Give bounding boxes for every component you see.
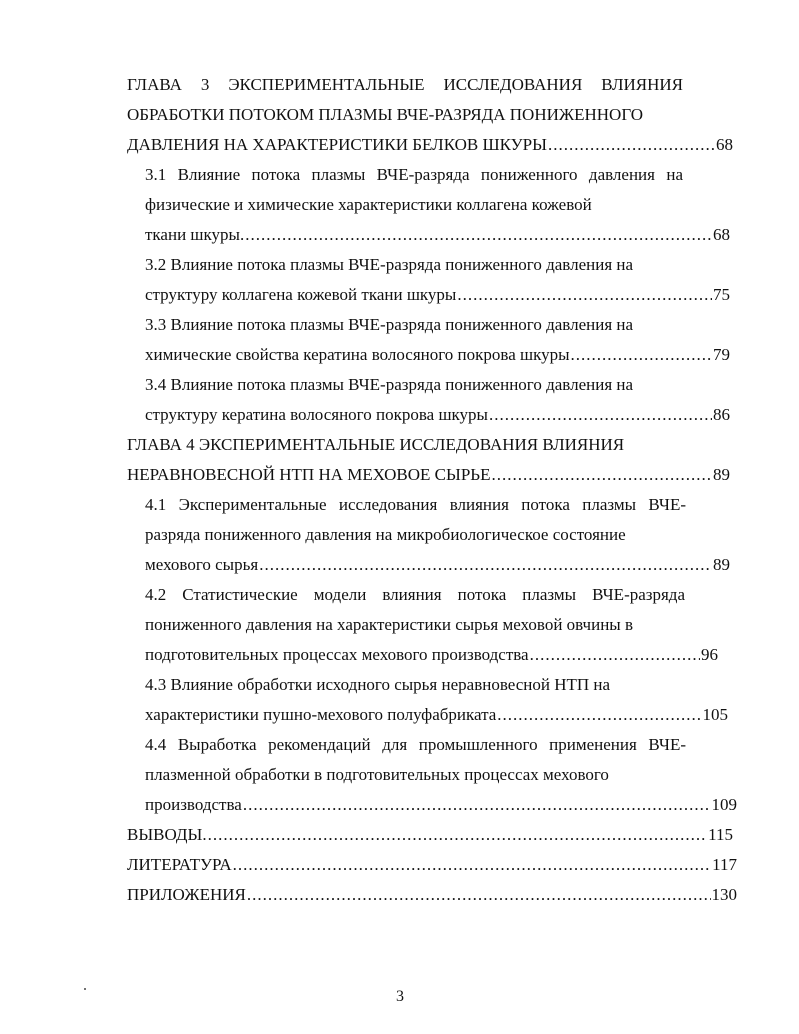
s4-2-line3: подготовительных процессах мехового производства bbox=[145, 645, 529, 664]
s3-4-line1: 3.4 Влияние потока плазмы ВЧЕ-разряда пониженного давления на bbox=[145, 375, 634, 394]
s3-3-line2: химические свойства кератина волосяного покрова шкуры bbox=[145, 345, 570, 364]
scan-speck bbox=[84, 988, 86, 990]
appendices-label: ПРИЛОЖЕНИЯ bbox=[127, 885, 246, 904]
s4-1-line1: 4.1 Экспериментальные исследования влияния потока плазмы ВЧЕ- bbox=[145, 495, 686, 514]
s3-2-line1: 3.2 Влияние потока плазмы ВЧЕ-разряда пониженного давления на bbox=[145, 255, 634, 274]
s3-2-line2: структуру коллагена кожевой ткани шкуры bbox=[145, 285, 457, 304]
conclusions-label: ВЫВОДЫ. bbox=[127, 825, 207, 844]
s4-4-page: 109 bbox=[711, 795, 737, 814]
dot-leader bbox=[259, 554, 712, 576]
s4-3-line2: характеристики пушно-мехового полуфабриката bbox=[145, 705, 497, 724]
dot-leader bbox=[233, 854, 712, 876]
toc-entry-chapter4[interactable] bbox=[127, 464, 730, 486]
toc-entry-chapter3[interactable] bbox=[127, 134, 733, 156]
s4-1-line3: мехового сырья bbox=[145, 555, 259, 574]
s4-1-line2: разряда пониженного давления на микробиологическое состояние bbox=[145, 525, 626, 544]
s3-1-page: 68 bbox=[713, 225, 730, 244]
dot-leader bbox=[491, 464, 712, 486]
s3-4-line2: структуру кератина волосяного покрова шкуры bbox=[145, 405, 488, 424]
s3-3-page: 79 bbox=[713, 345, 730, 364]
toc-entry-appendices[interactable] bbox=[127, 884, 737, 906]
s4-2-page: 96 bbox=[701, 645, 718, 664]
s4-4-line1: 4.4 Выработка рекомендаций для промышленного применения ВЧЕ- bbox=[145, 735, 686, 754]
chapter3-title-line2: ОБРАБОТКИ ПОТОКОМ ПЛАЗМЫ ВЧЕ-РАЗРЯДА ПОНИЖЕННОГО bbox=[127, 105, 644, 124]
appendices-page: 130 bbox=[711, 885, 737, 904]
s4-1-page: 89 bbox=[713, 555, 730, 574]
chapter4-page: 89 bbox=[713, 465, 730, 484]
toc-entry-4-1[interactable] bbox=[145, 554, 730, 576]
chapter4-title-line2: НЕРАВНОВЕСНОЙ НТП НА МЕХОВОЕ СЫРЬЕ bbox=[127, 465, 491, 484]
literature-label: ЛИТЕРАТУРА bbox=[127, 855, 232, 874]
toc-entry-3-4[interactable] bbox=[145, 404, 730, 426]
s3-1-line1: 3.1 Влияние потока плазмы ВЧЕ-разряда пониженного давления на bbox=[145, 165, 683, 184]
toc-entry-literature[interactable] bbox=[127, 854, 737, 876]
dot-leader bbox=[489, 404, 712, 426]
toc-entry-4-3[interactable] bbox=[145, 704, 728, 726]
chapter3-page: 68 bbox=[716, 135, 733, 154]
dot-leader bbox=[497, 704, 701, 726]
chapter4-title-line1: ГЛАВА 4 ЭКСПЕРИМЕНТАЛЬНЫЕ ИССЛЕДОВАНИЯ ВЛИЯНИЯ bbox=[127, 435, 625, 454]
dot-leader bbox=[208, 824, 708, 846]
dot-leader bbox=[243, 794, 711, 816]
dot-leader bbox=[548, 134, 715, 156]
toc-entry-3-1[interactable] bbox=[145, 224, 730, 246]
toc-entry-4-4[interactable] bbox=[145, 794, 737, 816]
chapter3-title-line1: ГЛАВА 3 ЭКСПЕРИМЕНТАЛЬНЫЕ ИССЛЕДОВАНИЯ ВЛИЯНИЯ bbox=[127, 75, 683, 94]
s4-3-line1: 4.3 Влияние обработки исходного сырья неравновесной НТП на bbox=[145, 675, 611, 694]
s4-2-line1: 4.2 Статистические модели влияния потока плазмы ВЧЕ-разряда bbox=[145, 585, 685, 604]
toc-entry-conclusions[interactable] bbox=[127, 824, 733, 846]
chapter3-title-line3: ДАВЛЕНИЯ НА ХАРАКТЕРИСТИКИ БЕЛКОВ ШКУРЫ bbox=[127, 135, 547, 154]
s4-3-page: 105 bbox=[702, 705, 728, 724]
s4-4-line3: производства bbox=[145, 795, 242, 814]
s3-4-page: 86 bbox=[713, 405, 730, 424]
s3-1-line2: физические и химические характеристики коллагена кожевой bbox=[145, 195, 592, 214]
conclusions-page: 115 bbox=[708, 825, 733, 844]
s3-2-page: 75 bbox=[713, 285, 730, 304]
dot-leader bbox=[457, 284, 712, 306]
s3-3-line1: 3.3 Влияние потока плазмы ВЧЕ-разряда пониженного давления на bbox=[145, 315, 634, 334]
s3-1-line3: ткани шкуры. bbox=[145, 225, 245, 244]
literature-page: 117 bbox=[712, 855, 737, 874]
toc-entry-4-2[interactable] bbox=[145, 644, 718, 666]
dot-leader bbox=[247, 884, 711, 906]
toc-entry-3-2[interactable] bbox=[145, 284, 730, 306]
s4-4-line2: плазменной обработки в подготовительных процессах мехового bbox=[145, 765, 609, 784]
dot-leader bbox=[245, 224, 712, 246]
dot-leader bbox=[571, 344, 712, 366]
dot-leader bbox=[530, 644, 700, 666]
page-number: 3 bbox=[396, 988, 404, 1005]
s4-2-line2: пониженного давления на характеристики сырья меховой овчины в bbox=[145, 615, 633, 634]
toc-entry-3-3[interactable] bbox=[145, 344, 730, 366]
